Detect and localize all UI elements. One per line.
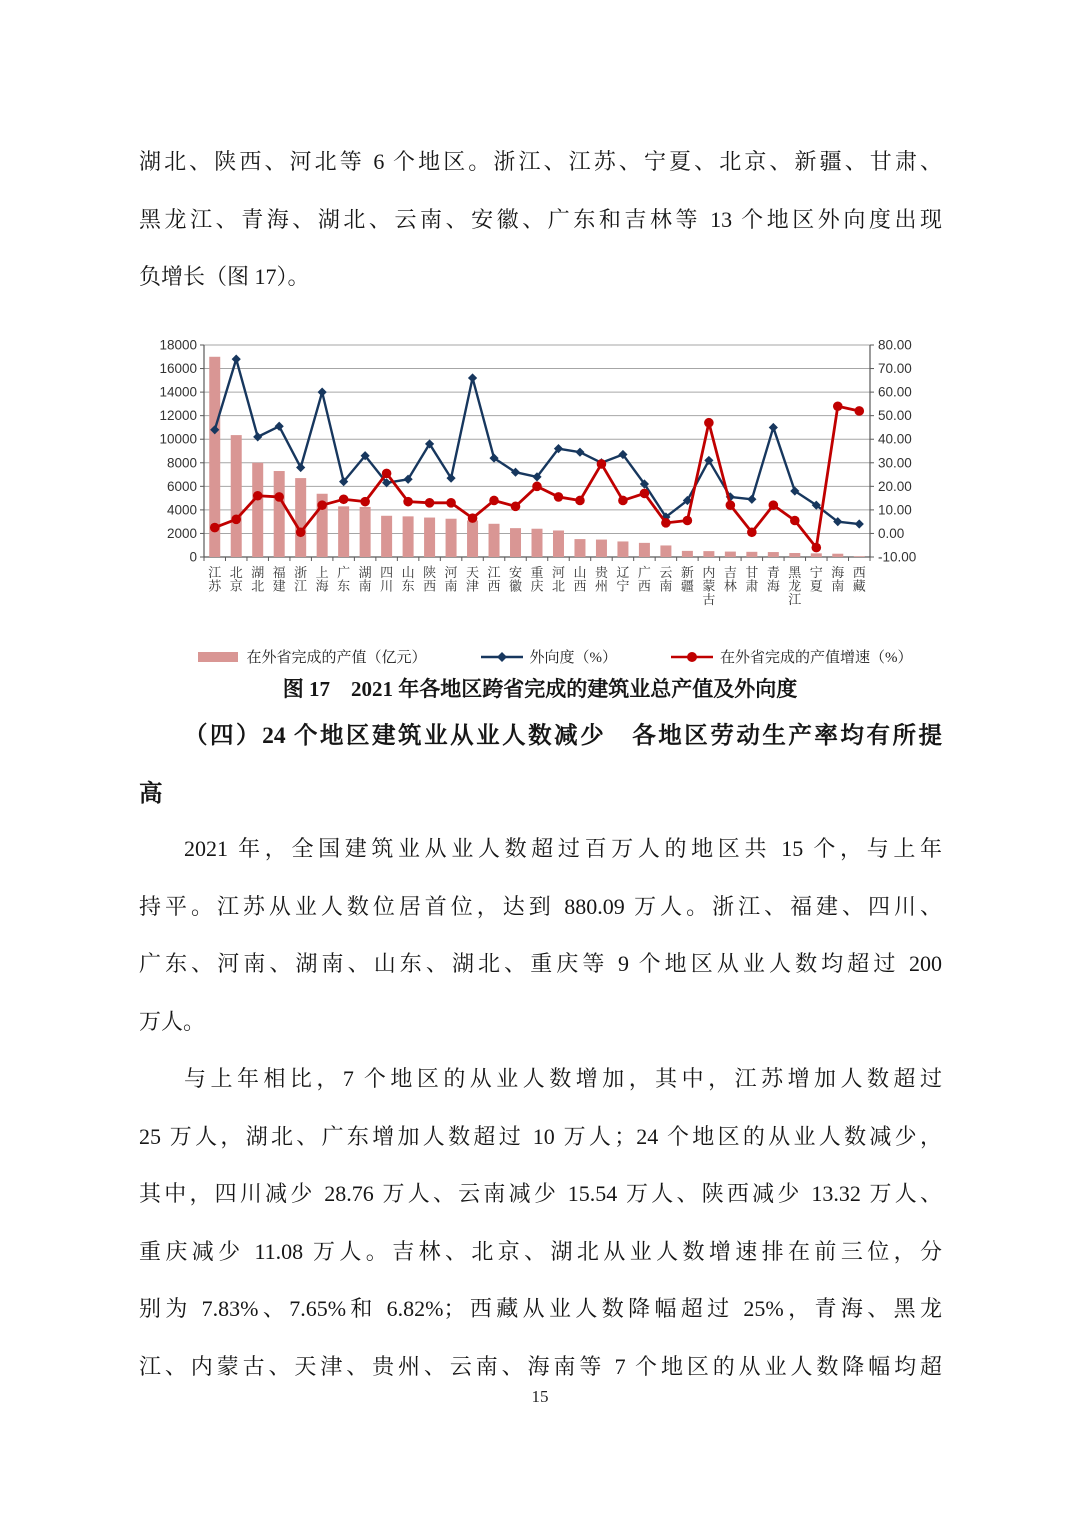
bar	[467, 520, 478, 557]
left-axis-label: 12000	[159, 408, 197, 424]
category-label: 内蒙古	[702, 565, 716, 607]
category-label: 湖南	[358, 565, 372, 594]
page-number: 15	[531, 1387, 549, 1406]
ratio-line	[215, 359, 860, 524]
text-line: 与上年相比，7 个地区的从业人数增加，其中，江苏增加人数超过	[184, 1066, 942, 1091]
bar	[660, 545, 671, 557]
legend-label: 在外省完成的产值（亿元）	[246, 650, 427, 666]
category-label: 云南	[659, 565, 673, 594]
diamond-marker	[296, 463, 305, 472]
diamond-marker	[769, 423, 778, 432]
circle-marker	[575, 496, 585, 506]
category-label: 山东	[401, 565, 415, 594]
circle-marker	[339, 494, 349, 504]
diamond-marker	[747, 495, 756, 504]
circle-marker	[468, 513, 478, 523]
category-label: 海南	[831, 565, 845, 594]
diamond-marker	[575, 448, 584, 457]
circle-marker	[854, 406, 864, 416]
text-line: 广东、河南、湖南、山东、湖北、重庆等 9 个地区从业人数均超过 200	[139, 951, 942, 976]
bar	[510, 528, 521, 557]
right-axis-label: 20.00	[878, 478, 912, 494]
diamond-marker	[275, 422, 284, 431]
circle-marker	[446, 498, 456, 508]
bar	[489, 524, 500, 557]
diamond-marker	[232, 355, 241, 364]
legend-item-bar	[195, 646, 426, 667]
circle-line-icon	[669, 650, 715, 664]
text-line: 湖北、陕西、河北等 6 个地区。浙江、江苏、宁夏、北京、新疆、甘肃、	[139, 149, 942, 174]
circle-marker	[425, 498, 435, 508]
bar	[746, 552, 757, 557]
circle-marker	[317, 500, 327, 510]
bar	[295, 478, 306, 557]
category-label: 新疆	[680, 565, 694, 594]
right-axis-label: 60.00	[878, 384, 912, 400]
diamond-marker	[855, 519, 864, 528]
left-axis-label: 2000	[166, 525, 197, 541]
figure-caption: 图 17 2021 年各地区跨省完成的建筑业总产值及外向度	[282, 677, 798, 701]
paragraph-employment	[139, 820, 942, 1050]
bar	[596, 540, 607, 557]
legend-item-ratio	[479, 646, 618, 667]
circle-marker	[726, 500, 736, 510]
circle-marker	[661, 518, 671, 528]
bar	[381, 516, 392, 557]
circle-marker	[704, 418, 714, 428]
bar	[854, 556, 865, 557]
circle-marker	[618, 496, 628, 506]
bar-swatch-icon	[195, 650, 241, 664]
category-label: 山西	[573, 565, 587, 594]
text-line: 江、内蒙古、天津、贵州、云南、海南等 7 个地区的从业人数降幅均超	[139, 1353, 942, 1379]
figure-chart-svg	[146, 333, 962, 625]
diamond-marker	[468, 373, 477, 382]
text-line: 负增长（图 17）。	[139, 264, 310, 289]
category-label: 上海	[315, 565, 329, 594]
legend-label: 在外省完成的产值增速（%）	[720, 650, 913, 666]
circle-marker	[274, 492, 284, 502]
legend-label: 外向度（%）	[529, 650, 617, 666]
left-axis-label: 4000	[166, 502, 197, 518]
bar	[574, 539, 585, 557]
bar	[403, 516, 414, 557]
category-label: 广东	[337, 565, 351, 594]
circle-marker	[210, 523, 220, 533]
text-line: 黑龙江、青海、湖北、云南、安徽、广东和吉林等 13 个地区外向度出现	[139, 206, 942, 232]
circle-marker	[597, 459, 607, 469]
category-label: 西藏	[852, 565, 866, 594]
left-axis-label: 8000	[166, 455, 197, 471]
figure-17	[146, 333, 962, 667]
circle-marker	[489, 496, 499, 506]
left-axis-label: 18000	[159, 337, 197, 353]
right-axis-label: 30.00	[878, 455, 912, 471]
category-label: 贵州	[594, 565, 608, 594]
circle-marker	[683, 516, 693, 526]
category-label: 河南	[444, 565, 458, 594]
category-label: 吉林	[723, 565, 737, 594]
circle-marker	[253, 491, 263, 501]
left-axis-label: 0	[189, 549, 197, 565]
text-line: 其中，四川减少 28.76 万人、云南减少 15.54 万人、陕西减少 13.32 万人、	[139, 1181, 942, 1206]
left-axis-label: 14000	[159, 384, 197, 400]
category-label: 江西	[487, 565, 501, 594]
circle-marker	[747, 527, 757, 537]
category-label: 陕西	[423, 565, 437, 594]
section-heading	[139, 708, 942, 823]
category-label: 安徽	[509, 565, 523, 594]
bar	[360, 507, 371, 557]
left-axis-label: 16000	[159, 361, 197, 377]
text-line: 2021 年，全国建筑业从业人数超过百万人的地区共 15 个，与上年	[184, 836, 942, 861]
bar	[231, 435, 242, 557]
text-line: 别为 7.83%、7.65%和 6.82%；西藏从业人数降幅超过 25%，青海、黑龙	[139, 1296, 942, 1321]
bar	[274, 471, 285, 557]
text-line: 持平。江苏从业人数位居首位，达到 880.09 万人。浙江、福建、四川、	[139, 893, 942, 919]
circle-marker	[296, 527, 306, 537]
circle-marker	[403, 497, 413, 507]
bar	[252, 463, 263, 557]
category-label: 河北	[551, 565, 565, 594]
chart-legend	[146, 646, 962, 667]
bar	[424, 518, 435, 557]
bar	[768, 552, 779, 557]
right-axis-label: 50.00	[878, 408, 912, 424]
circle-marker	[231, 515, 241, 525]
category-label: 福建	[272, 565, 286, 594]
text-line: 25 万人，湖北、广东增加人数超过 10 万人；24 个地区的从业人数减少，	[139, 1123, 942, 1149]
bar	[725, 552, 736, 557]
category-label: 黑龙江	[788, 565, 802, 607]
diamond-marker	[318, 388, 327, 397]
text-line: （四）24 个地区建筑业从业人数减少 各地区劳动生产率均有所提	[184, 723, 942, 749]
circle-marker	[532, 482, 542, 492]
circle-marker	[640, 489, 650, 499]
bar	[617, 541, 628, 557]
bar	[338, 506, 349, 557]
text-line: 重庆减少 11.08 万人。吉林、北京、湖北从业人数增速排在前三位，分	[139, 1238, 942, 1264]
category-label: 甘肃	[745, 565, 759, 594]
text-line: 高	[139, 780, 163, 807]
category-label: 广西	[637, 565, 651, 594]
bar	[532, 529, 543, 557]
category-label: 江苏	[208, 565, 222, 594]
category-label: 重庆	[530, 565, 544, 594]
right-axis-label: 40.00	[878, 431, 912, 447]
circle-marker	[811, 543, 821, 553]
category-label: 宁夏	[809, 565, 823, 594]
right-axis-label: 70.00	[878, 361, 912, 377]
paragraph-changes	[139, 1050, 942, 1395]
left-axis-label: 6000	[166, 478, 197, 494]
bar	[789, 553, 800, 557]
circle-marker	[769, 500, 779, 510]
category-label: 天津	[466, 565, 480, 594]
right-axis-label: 80.00	[878, 337, 912, 353]
category-label: 浙江	[294, 565, 308, 594]
circle-marker	[790, 516, 800, 526]
category-label: 北京	[229, 565, 243, 594]
bar	[811, 553, 822, 557]
bar	[703, 551, 714, 557]
circle-marker	[511, 502, 521, 512]
right-axis-label: 10.00	[878, 502, 912, 518]
paragraph-intro	[139, 133, 942, 306]
diamond-marker	[253, 432, 262, 441]
category-label: 辽宁	[616, 565, 630, 594]
circle-marker	[554, 492, 564, 502]
category-label: 湖北	[251, 565, 265, 594]
category-label: 四川	[380, 565, 394, 594]
right-axis-label: -10.00	[878, 549, 917, 565]
text-line: 万人。	[139, 1008, 206, 1034]
circle-marker	[360, 497, 370, 507]
right-axis-label: 0.00	[878, 525, 905, 541]
left-axis-label: 10000	[159, 431, 197, 447]
bar	[682, 551, 693, 557]
bar	[446, 519, 457, 557]
bar	[832, 554, 843, 557]
circle-marker	[382, 469, 392, 479]
diamond-line-icon	[479, 650, 525, 664]
circle-marker	[833, 401, 843, 411]
category-label: 青海	[766, 565, 780, 594]
bar	[553, 531, 564, 558]
legend-item-growth	[669, 646, 913, 667]
bar	[639, 543, 650, 557]
